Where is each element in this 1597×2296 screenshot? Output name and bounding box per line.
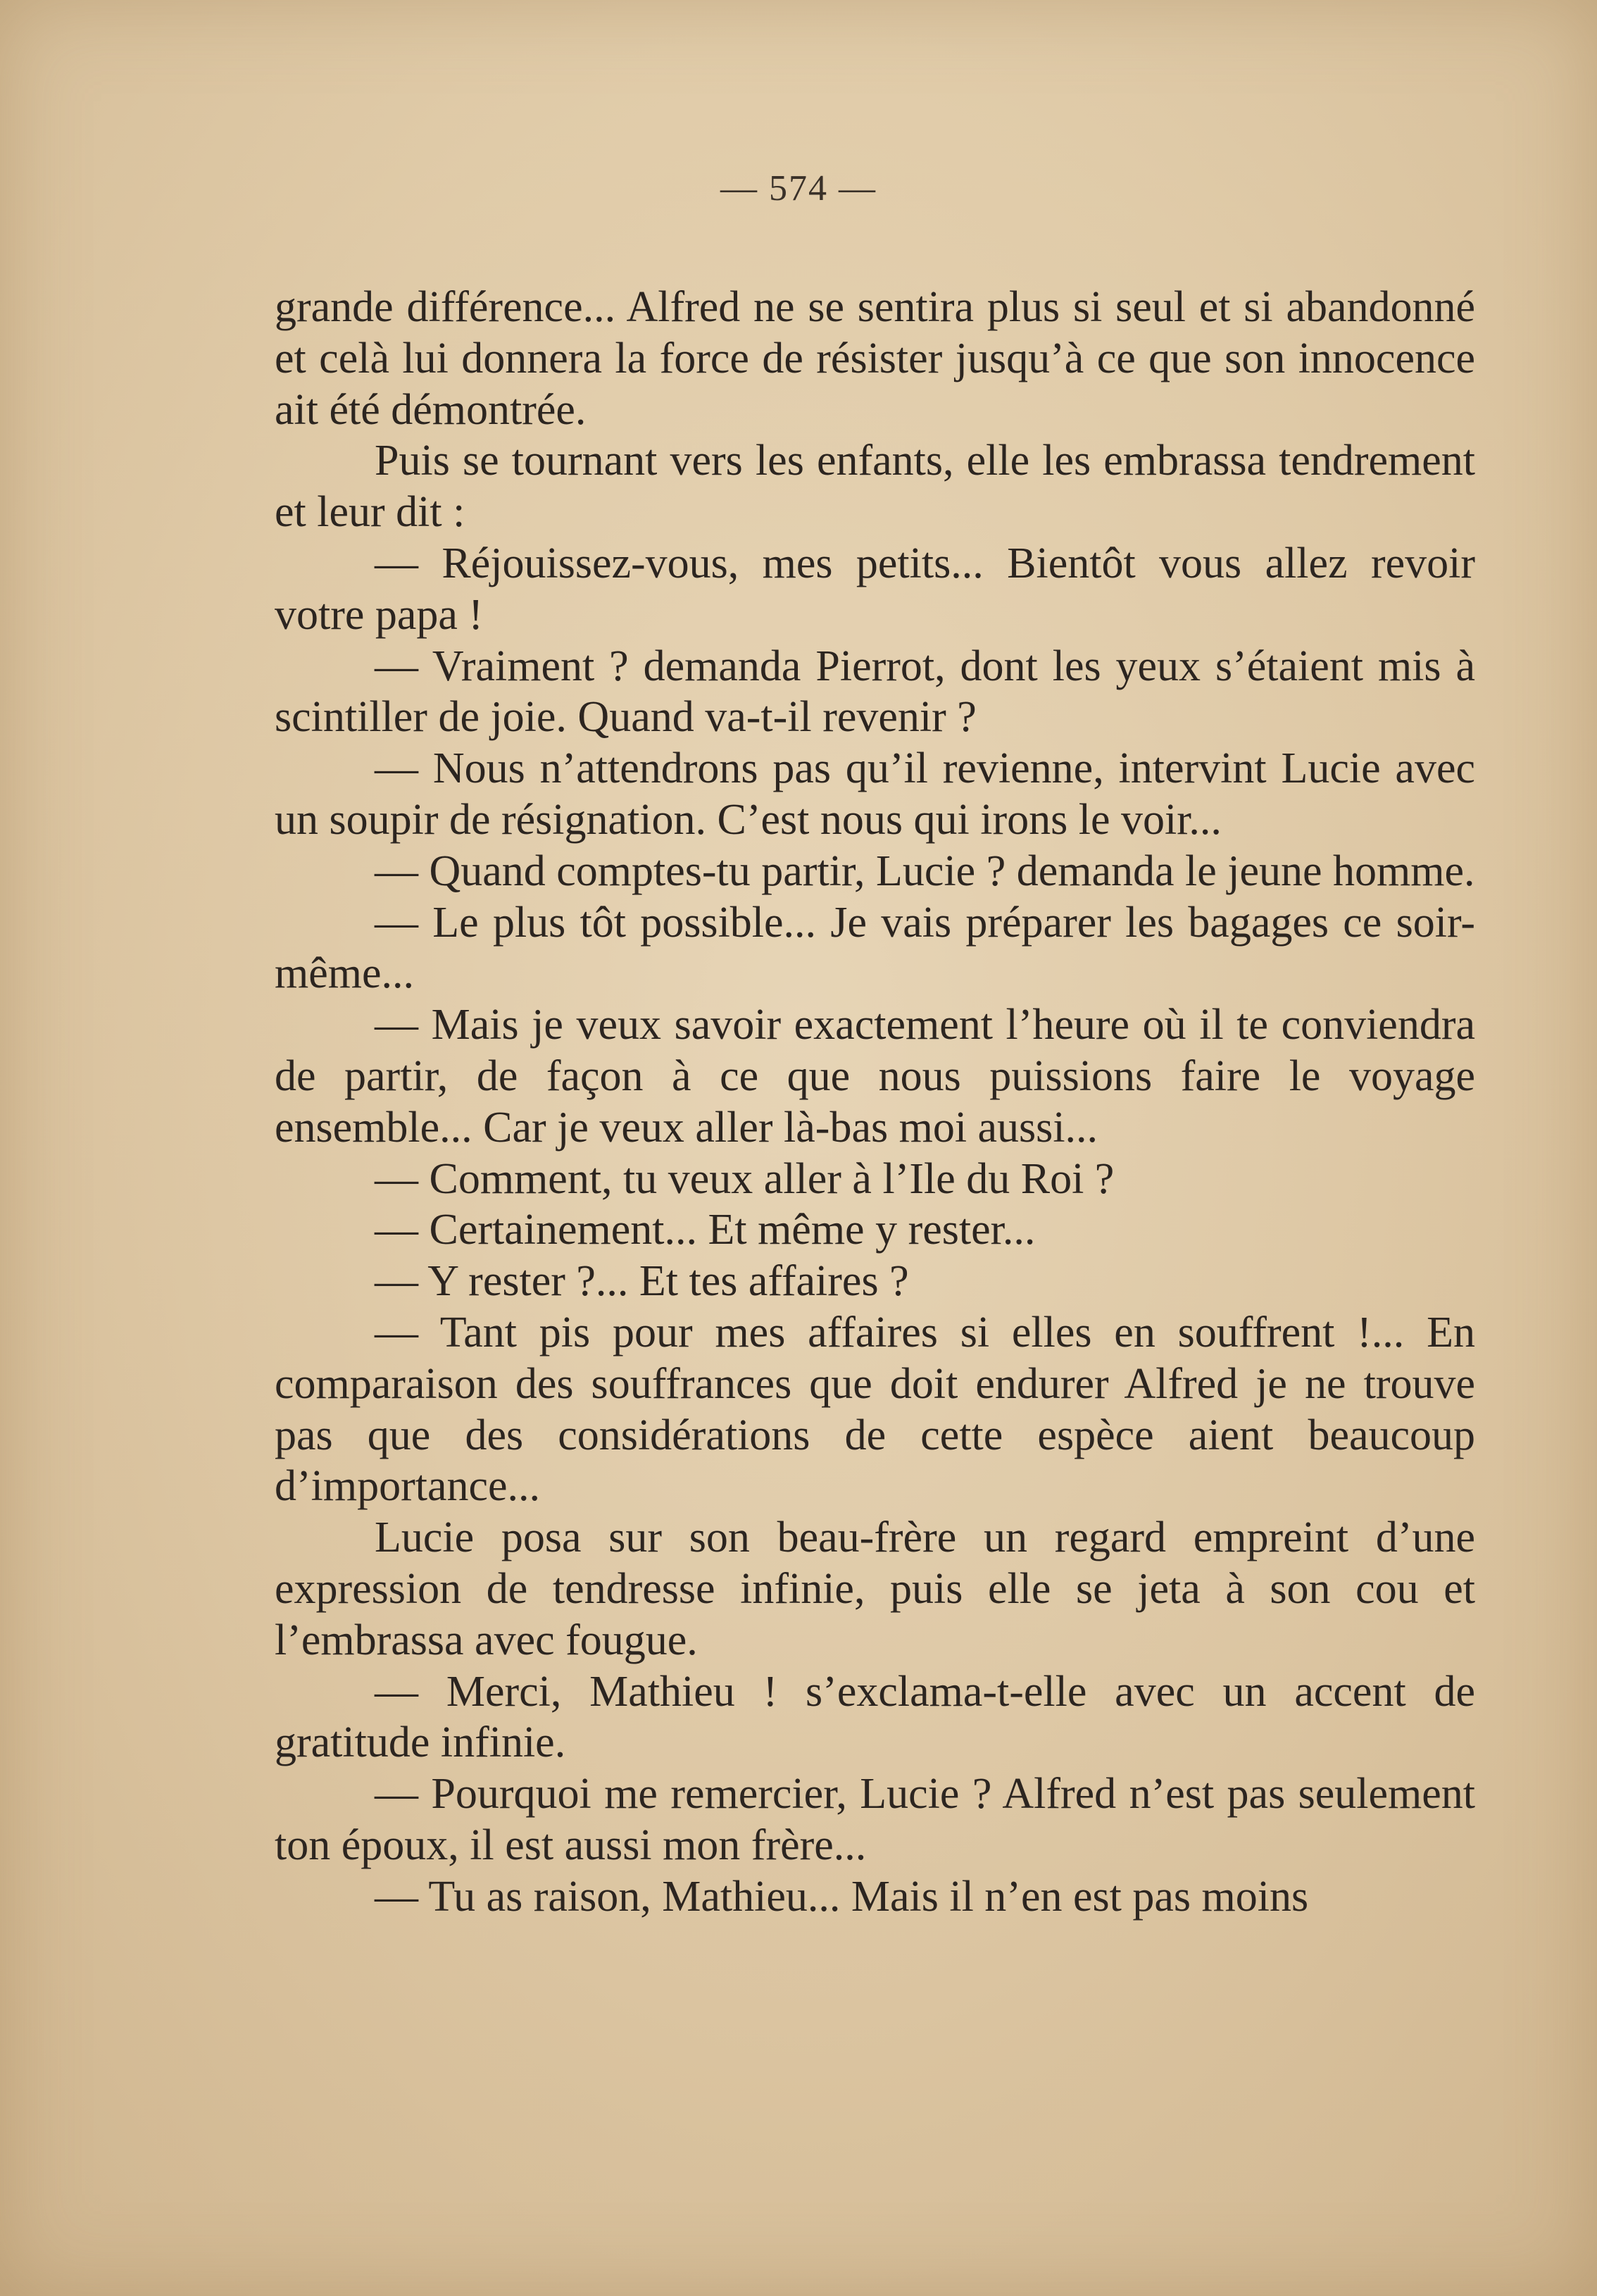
dialogue-line: — Tant pis pour mes affaires si elles en souffrent !... En comparaison des souffrances que doit endurer Alfred je ne trouve pas que des considérations de cette espèce aient beaucoup d’importance...: [275, 1308, 1475, 1511]
dialogue-line: — Vraiment ? demanda Pierrot, dont les yeux s’étaient mis à scintiller de joie. Quand va-t-il revenir ?: [275, 642, 1475, 742]
dialogue-line: — Tu as raison, Mathieu... Mais il n’en est pas moins: [375, 1872, 1309, 1921]
dialogue-line: — Quand comptes-tu partir, Lucie ? demanda le jeune homme.: [375, 847, 1475, 895]
dialogue-line: — Mais je veux savoir exactement l’heure où il te conviendra de partir, de façon à ce que nous puissions faire le voyage ensemble... Car je veux aller là-bas moi aussi...: [275, 1001, 1475, 1152]
dialogue-line: — Certainement... Et même y rester...: [375, 1206, 1036, 1254]
dialogue-line: — Nous n’attendrons pas qu’il revienne, intervint Lucie avec un soupir de résignation. C’est nous qui irons le voir...: [275, 744, 1475, 844]
paragraph: Puis se tournant vers les enfants, elle les embrassa tendrement et leur dit :: [275, 437, 1475, 537]
dialogue-line: — Comment, tu veux aller à l’Ile du Roi ?: [375, 1154, 1115, 1203]
dialogue-line: — Le plus tôt possible... Je vais préparer les bagages ce soir-même...: [275, 898, 1475, 998]
dialogue-line: — Merci, Mathieu ! s’exclama-t-elle avec un accent de gratitude infinie.: [275, 1667, 1475, 1767]
paragraph-continuation: grande différence... Alfred ne se sentira plus si seul et si abandonné et celà lui donnera la force de résister jusqu’à ce que son innocence ait été démontrée.: [275, 283, 1475, 434]
page-number: — 574 —: [720, 168, 877, 208]
body-text: [275, 282, 1475, 1923]
paragraph: Lucie posa sur son beau-frère un regard empreint d’une expression de tendresse infinie, puis elle se jeta à son cou et l’embrassa avec fougue.: [275, 1514, 1475, 1664]
dialogue-line: — Pourquoi me remercier, Lucie ? Alfred n’est pas seulement ton époux, il est aussi mon frère...: [275, 1770, 1475, 1869]
dialogue-line: — Réjouissez-vous, mes petits... Bientôt vous allez revoir votre papa !: [275, 539, 1475, 639]
dialogue-line: — Y rester ?... Et tes affaires ?: [375, 1257, 909, 1306]
